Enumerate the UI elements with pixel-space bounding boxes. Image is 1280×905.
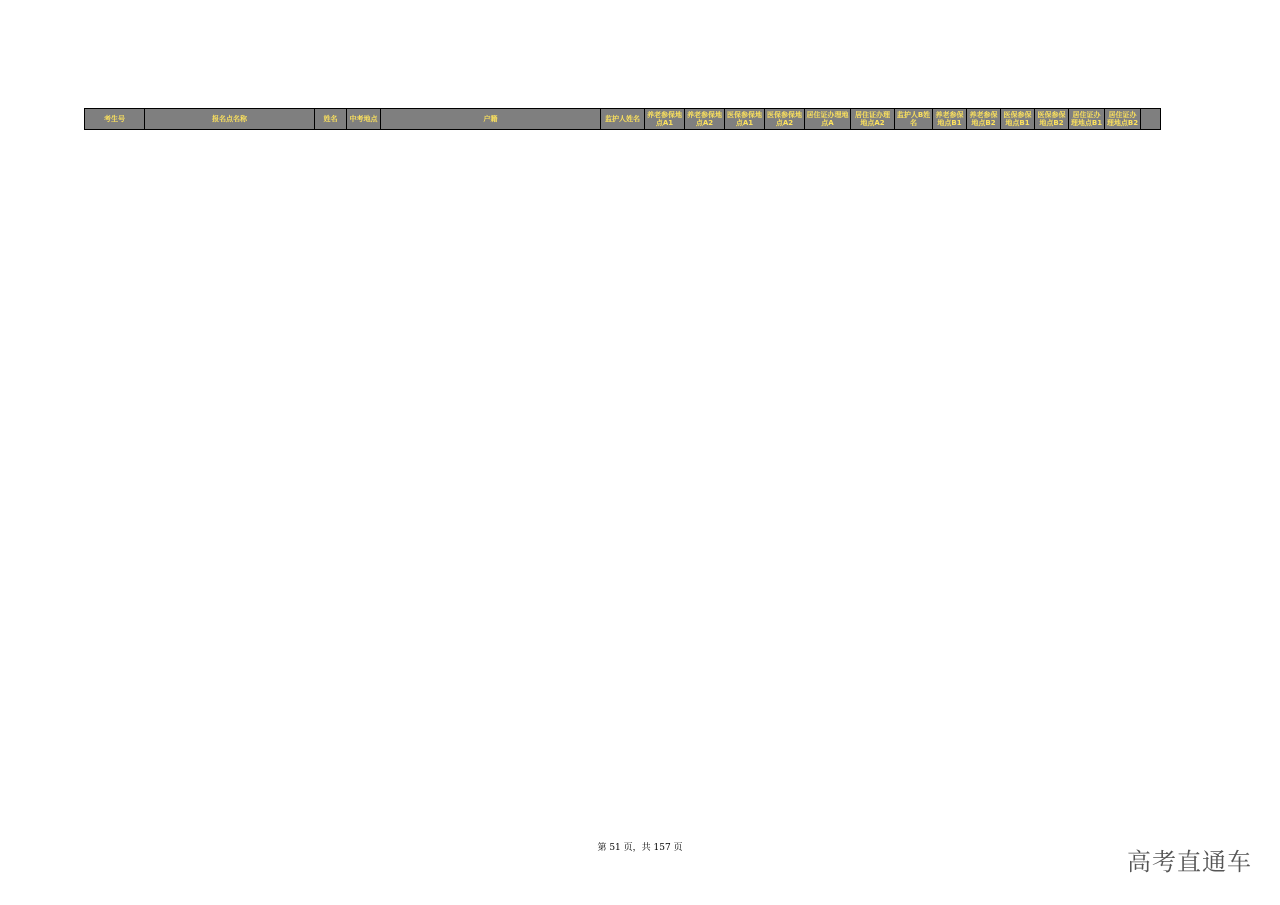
watermark: 高考直通车 — [1127, 848, 1252, 876]
column-header — [1141, 109, 1161, 130]
column-header: 居住证办理地点B1 — [1069, 109, 1105, 130]
column-header: 居住证办理地点B2 — [1105, 109, 1141, 130]
column-header: 姓名 — [315, 109, 347, 130]
enrollment-table — [84, 108, 1161, 130]
column-header: 户籍 — [381, 109, 601, 130]
column-header: 医保参保地点A2 — [765, 109, 805, 130]
column-header: 养老参保地点A1 — [645, 109, 685, 130]
column-header: 居住证办理地点A — [805, 109, 851, 130]
column-header: 中考地点 — [347, 109, 381, 130]
table-header-row — [85, 109, 1161, 130]
page-footer: 第 51 页，共 157 页 — [597, 843, 683, 853]
column-header: 医保参保地点B2 — [1035, 109, 1069, 130]
column-header: 居住证办理地点A2 — [851, 109, 895, 130]
column-header: 养老参保地点B2 — [967, 109, 1001, 130]
column-header: 养老参保地点B1 — [933, 109, 967, 130]
column-header: 医保参保地点A1 — [725, 109, 765, 130]
column-header: 监护人B姓名 — [895, 109, 933, 130]
column-header: 考生号 — [85, 109, 145, 130]
column-header: 监护人姓名 — [601, 109, 645, 130]
column-header: 医保参保地点B1 — [1001, 109, 1035, 130]
column-header: 报名点名称 — [145, 109, 315, 130]
column-header: 养老参保地点A2 — [685, 109, 725, 130]
